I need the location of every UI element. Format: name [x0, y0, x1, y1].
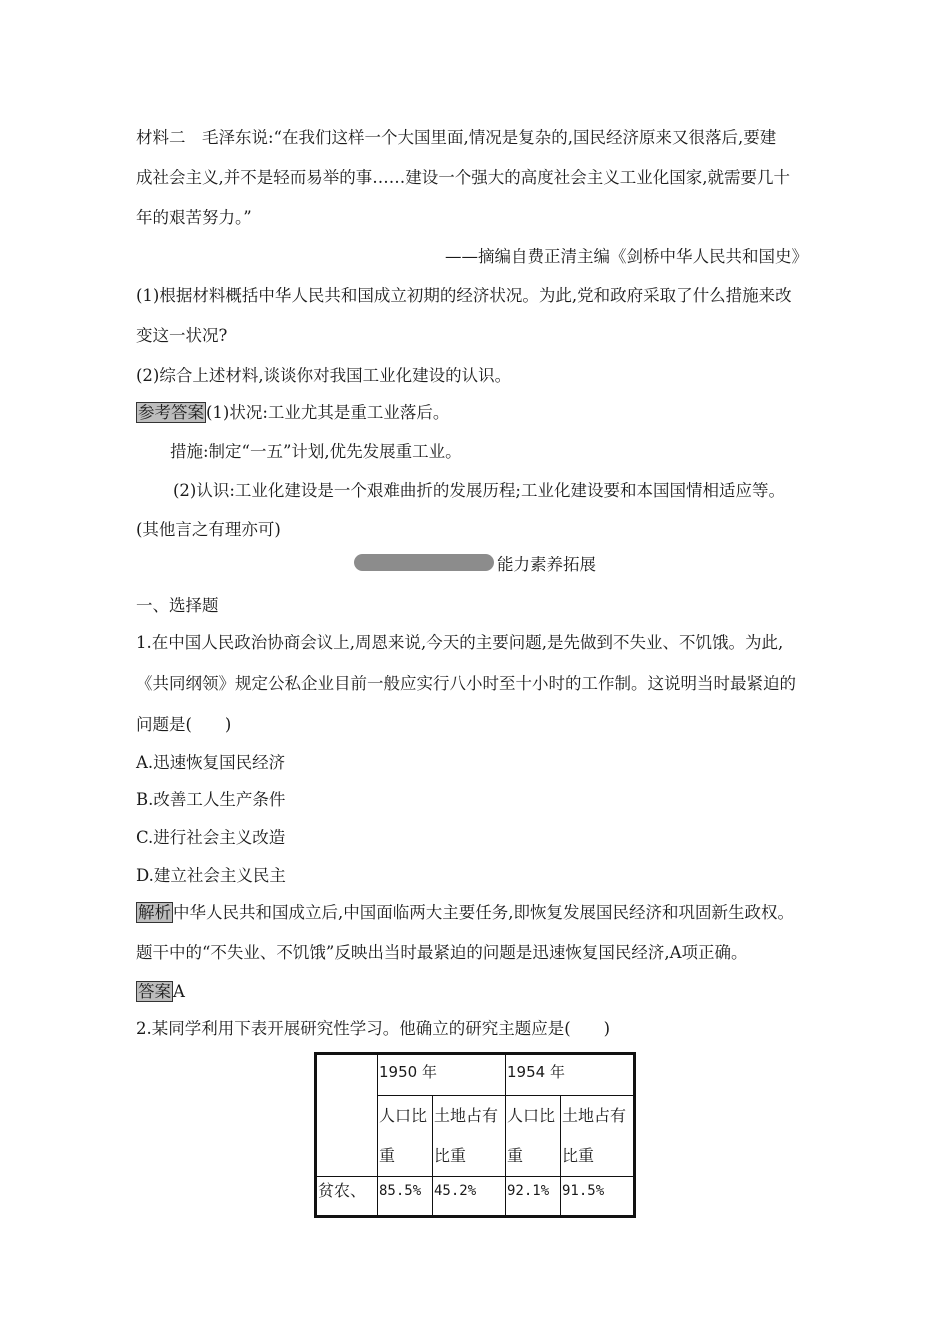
answer-value: A: [173, 982, 185, 1001]
table-header-1954: 1954 年: [506, 1054, 635, 1096]
table-subheader: 人口比重: [506, 1096, 561, 1177]
mcq1-stem-line1: 1.在中国人民政治协商会议上,周恩来说,今天的主要问题,是先做到不失业、不饥饿。为此,: [136, 633, 784, 652]
mcq1-stem-line3: 问题是( ): [136, 715, 232, 734]
table-cell: 85.5%: [378, 1177, 433, 1217]
mcq1-option-b: B.改善工人生产条件: [136, 790, 286, 809]
part-heading: 一、选择题: [136, 596, 219, 615]
mcq1-option-a: A.迅速恢复国民经济: [136, 753, 286, 772]
section-title: 能力素养拓展: [497, 555, 596, 574]
mcq1-answer-line: [136, 982, 816, 1002]
table-subheader: 土地占有比重: [561, 1096, 635, 1177]
mcq1-option-d: D.建立社会主义民主: [136, 866, 286, 885]
question1-line1: (1)根据材料概括中华人民共和国成立初期的经济状况。为此,党和政府采取了什么措施来改: [136, 286, 792, 305]
material2-line3: 年的艰苦努力。”: [136, 208, 252, 227]
material2-line2: 成社会主义,并不是轻而易举的事……建设一个强大的高度社会主义工业化国家,就需要几十: [136, 168, 790, 187]
mcq2-stem: 2.某同学利用下表开展研究性学习。他确立的研究主题应是( ): [136, 1019, 611, 1038]
reference-answer-2: (2)认识:工业化建设是一个艰难曲折的发展历程;工业化建设要和本国国情相适应等。: [173, 481, 785, 500]
reference-answer-label: 参考答案: [138, 403, 204, 422]
table-corner-cell: [316, 1054, 378, 1177]
table-header-1950: 1950 年: [378, 1054, 506, 1096]
mcq1-analysis-line1: [136, 903, 816, 923]
table-row: [316, 1177, 635, 1217]
question1-line2: 变这一状况?: [136, 326, 228, 345]
material2-line1: 材料二 毛泽东说:“在我们这样一个大国里面,情况是复杂的,国民经济原来又很落后,要建: [136, 128, 777, 147]
table-cell: 92.1%: [506, 1177, 561, 1217]
mcq1-analysis-line2: 题干中的“不失业、不饥饿”反映出当时最紧迫的问题是迅速恢复国民经济,A项正确。: [136, 943, 748, 962]
analysis-text-1: 中华人民共和国成立后,中国面临两大主要任务,即恢复发展国民经济和巩固新生政权。: [173, 903, 794, 922]
table-subheader: 人口比重: [378, 1096, 433, 1177]
reference-answer-measures: 措施:制定“一五”计划,优先发展重工业。: [170, 442, 462, 461]
question2: (2)综合上述材料,谈谈你对我国工业化建设的认识。: [136, 366, 512, 385]
mcq1-option-c: C.进行社会主义改造: [136, 828, 286, 847]
table-subheader: 土地占有比重: [433, 1096, 506, 1177]
table-row: [316, 1054, 635, 1096]
table-cell: 91.5%: [561, 1177, 635, 1217]
reference-answer-note: (其他言之有理亦可): [136, 520, 281, 539]
material2-source: ——摘编自费正清主编《剑桥中华人民共和国史》: [445, 247, 808, 266]
reference-answer-line1: [136, 403, 816, 423]
data-table: [314, 1052, 636, 1218]
analysis-label: 解析: [138, 903, 171, 922]
section-banner-pill: [354, 554, 494, 571]
table-cell: 45.2%: [433, 1177, 506, 1217]
answer-label: 答案: [138, 982, 171, 1001]
reference-answer-1: (1)状况:工业尤其是重工业落后。: [206, 403, 450, 422]
mcq1-stem-line2: 《共同纲领》规定公私企业目前一般应实行八小时至十小时的工作制。这说明当时最紧迫的: [136, 674, 796, 693]
table-row-label: 贫农、: [316, 1177, 378, 1217]
